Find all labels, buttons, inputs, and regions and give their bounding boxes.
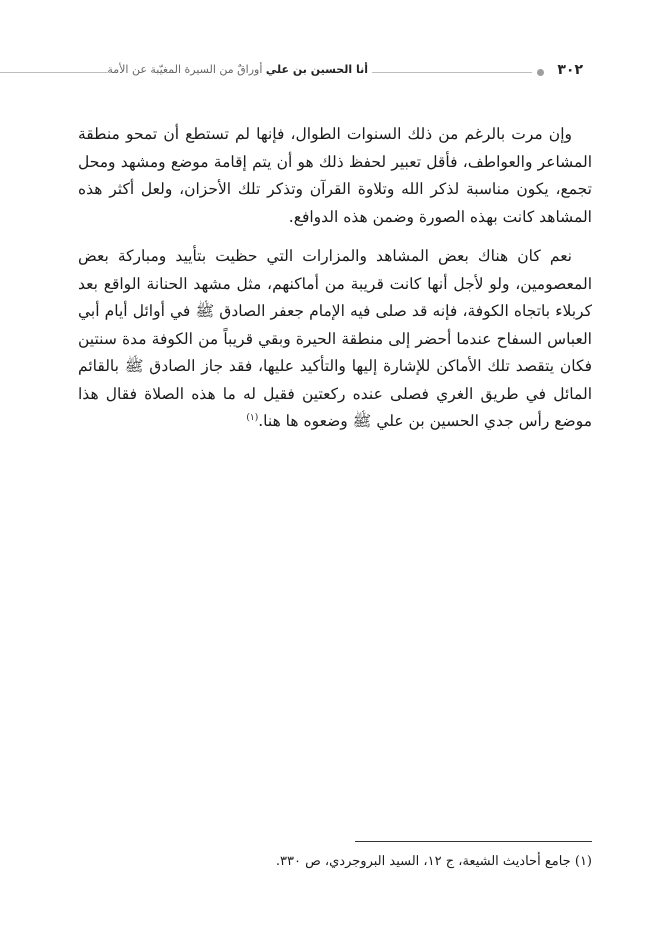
book-title-subtitle: أوراقٌ من السيرة المغيّبة عن الأمة — [107, 63, 263, 76]
header-rule-right — [372, 72, 532, 73]
header-title — [107, 63, 368, 76]
header-rule-left — [0, 72, 108, 73]
paragraph-1: وإن مرت بالرغم من ذلك السنوات الطوال، فإنها لم تستطع أن تمحو منطقة المشاعر والعواطف، فأقل تعبير لحفظ ذلك هو أن يتم إقامة موضع ومشهد ومحل تجمع، يكون مناسبة لذكر الله وتلاوة القرآن وتذكر تلك الأحزان، ولعل أكثر هذه المشاهد كانت بهذه الصورة وضمن هذه الدوافع. — [78, 125, 592, 226]
footnote-divider — [355, 841, 592, 842]
main-text — [78, 121, 592, 436]
paragraph-2-text: نعم كان هناك بعض المشاهد والمزارات التي حظيت بتأييد ومباركة بعض المعصومين، ولو لأجل أنها كانت قريبة من أماكنهم، مثل مشهد الحنانة الواقع بعد كربلاء باتجاه الكوفة، فإنه قد صلى فيه الإمام جعفر الصادق ﷺ في أوائل أيام أبي العباس السفاح عندما أحضر إلى منطقة الحيرة وبقي قريباً من الكوفة مدة سنتين فكان يتقصد تلك الأماكن للإشارة إليها والتأكيد عليها، فقد جاز الصادق ﷺ بالقائم المائل في طريق الغري فصلى عنده ركعتين فقيل له ما هذه الصلاة فقال هذا موضع رأس جدي الحسين بن علي ﷺ وضعوه ها هنا. — [78, 247, 592, 430]
footnote: (١) جامع أحاديث الشيعة، ج ١٢، السيد البروجردي، ص ٣٣٠. — [275, 854, 592, 869]
header-bullet-icon — [537, 69, 544, 76]
running-header — [0, 60, 669, 84]
book-title-main: أنا الحسين بن علي — [265, 63, 368, 76]
paragraph-2 — [78, 243, 592, 436]
footnote-marker[interactable]: (١) — [246, 412, 259, 423]
page-number: ٣٠٢ — [557, 62, 583, 78]
